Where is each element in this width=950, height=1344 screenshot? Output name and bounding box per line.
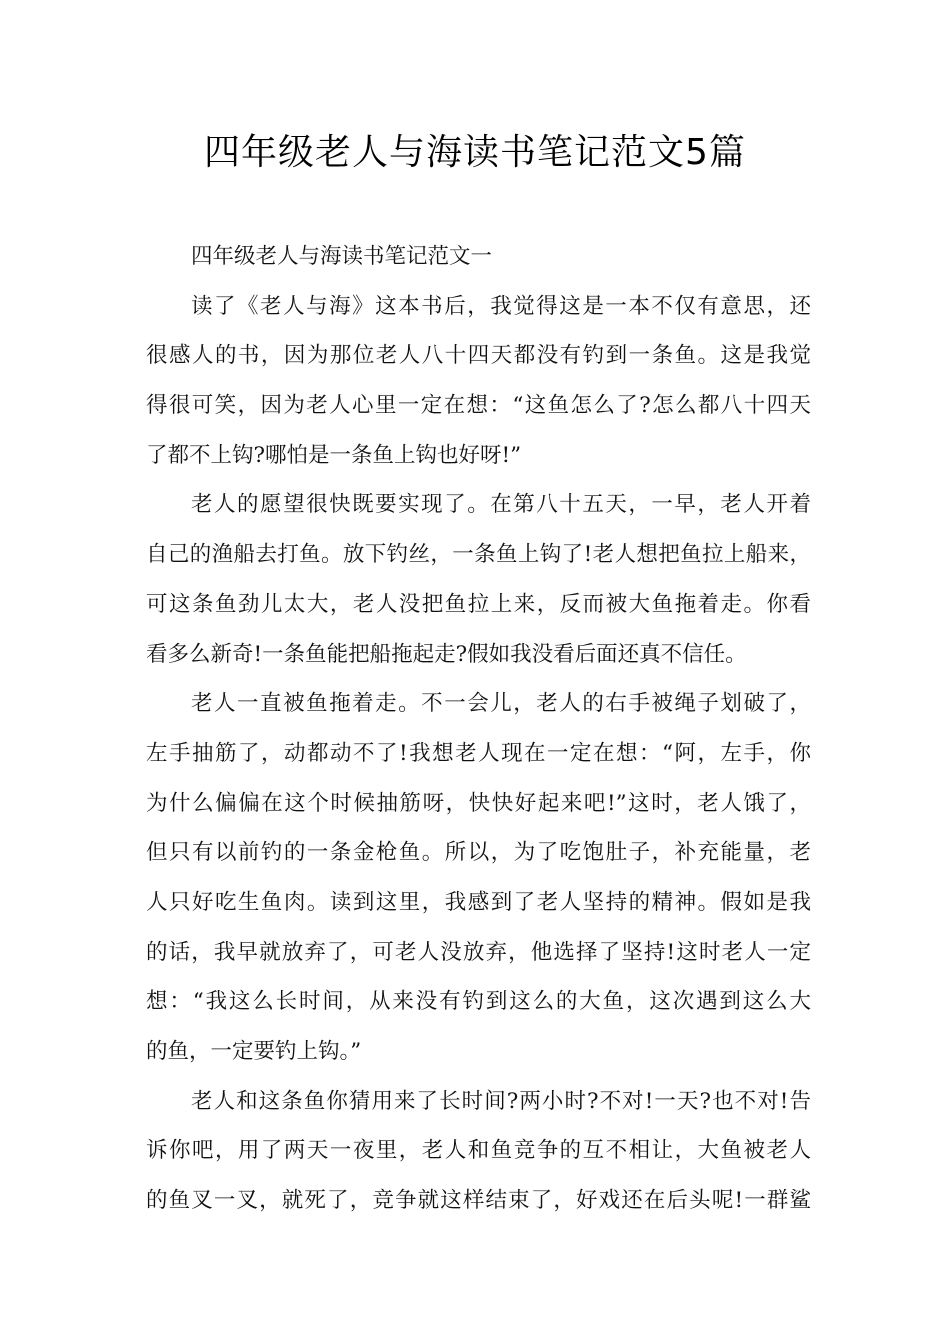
paragraph-line: 很感人的书，因为那位老人八十四天都没有钓到一条鱼。这是我觉 <box>146 343 811 369</box>
paragraph-line: 的鱼，一定要钓上钩。” <box>146 1039 362 1064</box>
document-body <box>146 232 811 1226</box>
paragraph-line: 得很可笑，因为老人心里一定在想：“这鱼怎么了?怎么都八十四天 <box>146 393 811 419</box>
section-heading: 四年级老人与海读书笔记范文一 <box>191 244 493 269</box>
paragraph-line: 读了《老人与海》这本书后，我觉得这是一本不仅有意思，还 <box>191 293 811 319</box>
paragraph-line: 老人和这条鱼你猜用来了长时间?两小时?不对!一天?也不对!告 <box>191 1088 811 1114</box>
paragraph-line: 左手抽筋了，动都动不了!我想老人现在一定在想：“阿，左手，你 <box>146 740 811 766</box>
paragraph-line: 的话，我早就放弃了，可老人没放弃，他选择了坚持!这时老人一定 <box>146 939 811 965</box>
paragraph-line: 老人的愿望很快既要实现了。在第八十五天，一早，老人开着 <box>191 492 811 518</box>
paragraph-line: 诉你吧，用了两天一夜里，老人和鱼竞争的互不相让，大鱼被老人 <box>146 1138 811 1164</box>
paragraph-line: 为什么偏偏在这个时候抽筋呀，快快好起来吧!”这时，老人饿了， <box>146 790 811 816</box>
paragraph-line: 的鱼叉一叉，就死了，竞争就这样结束了，好戏还在后头呢!一群鲨 <box>146 1188 811 1214</box>
paragraph-line: 自己的渔船去打鱼。放下钓丝，一条鱼上钩了!老人想把鱼拉上船来， <box>146 542 811 568</box>
paragraph-line: 但只有以前钓的一条金枪鱼。所以，为了吃饱肚子，补充能量，老 <box>146 840 811 866</box>
paragraph-line: 想：“我这么长时间，从来没有钓到这么的大鱼，这次遇到这么大 <box>146 989 811 1015</box>
document-title: 四年级老人与海读书笔记范文5篇 <box>204 132 746 173</box>
paragraph-line: 可这条鱼劲儿太大，老人没把鱼拉上来，反而被大鱼拖着走。你看 <box>146 591 811 617</box>
paragraph-line: 人只好吃生鱼肉。读到这里，我感到了老人坚持的精神。假如是我 <box>146 889 811 915</box>
paragraph-line: 看多么新奇!一条鱼能把船拖起走?假如我没看后面还真不信任。 <box>146 641 747 667</box>
paragraph-line: 了都不上钩?哪怕是一条鱼上钩也好呀!” <box>146 442 522 468</box>
paragraph-line: 老人一直被鱼拖着走。不一会儿，老人的右手被绳子划破了， <box>191 691 811 717</box>
